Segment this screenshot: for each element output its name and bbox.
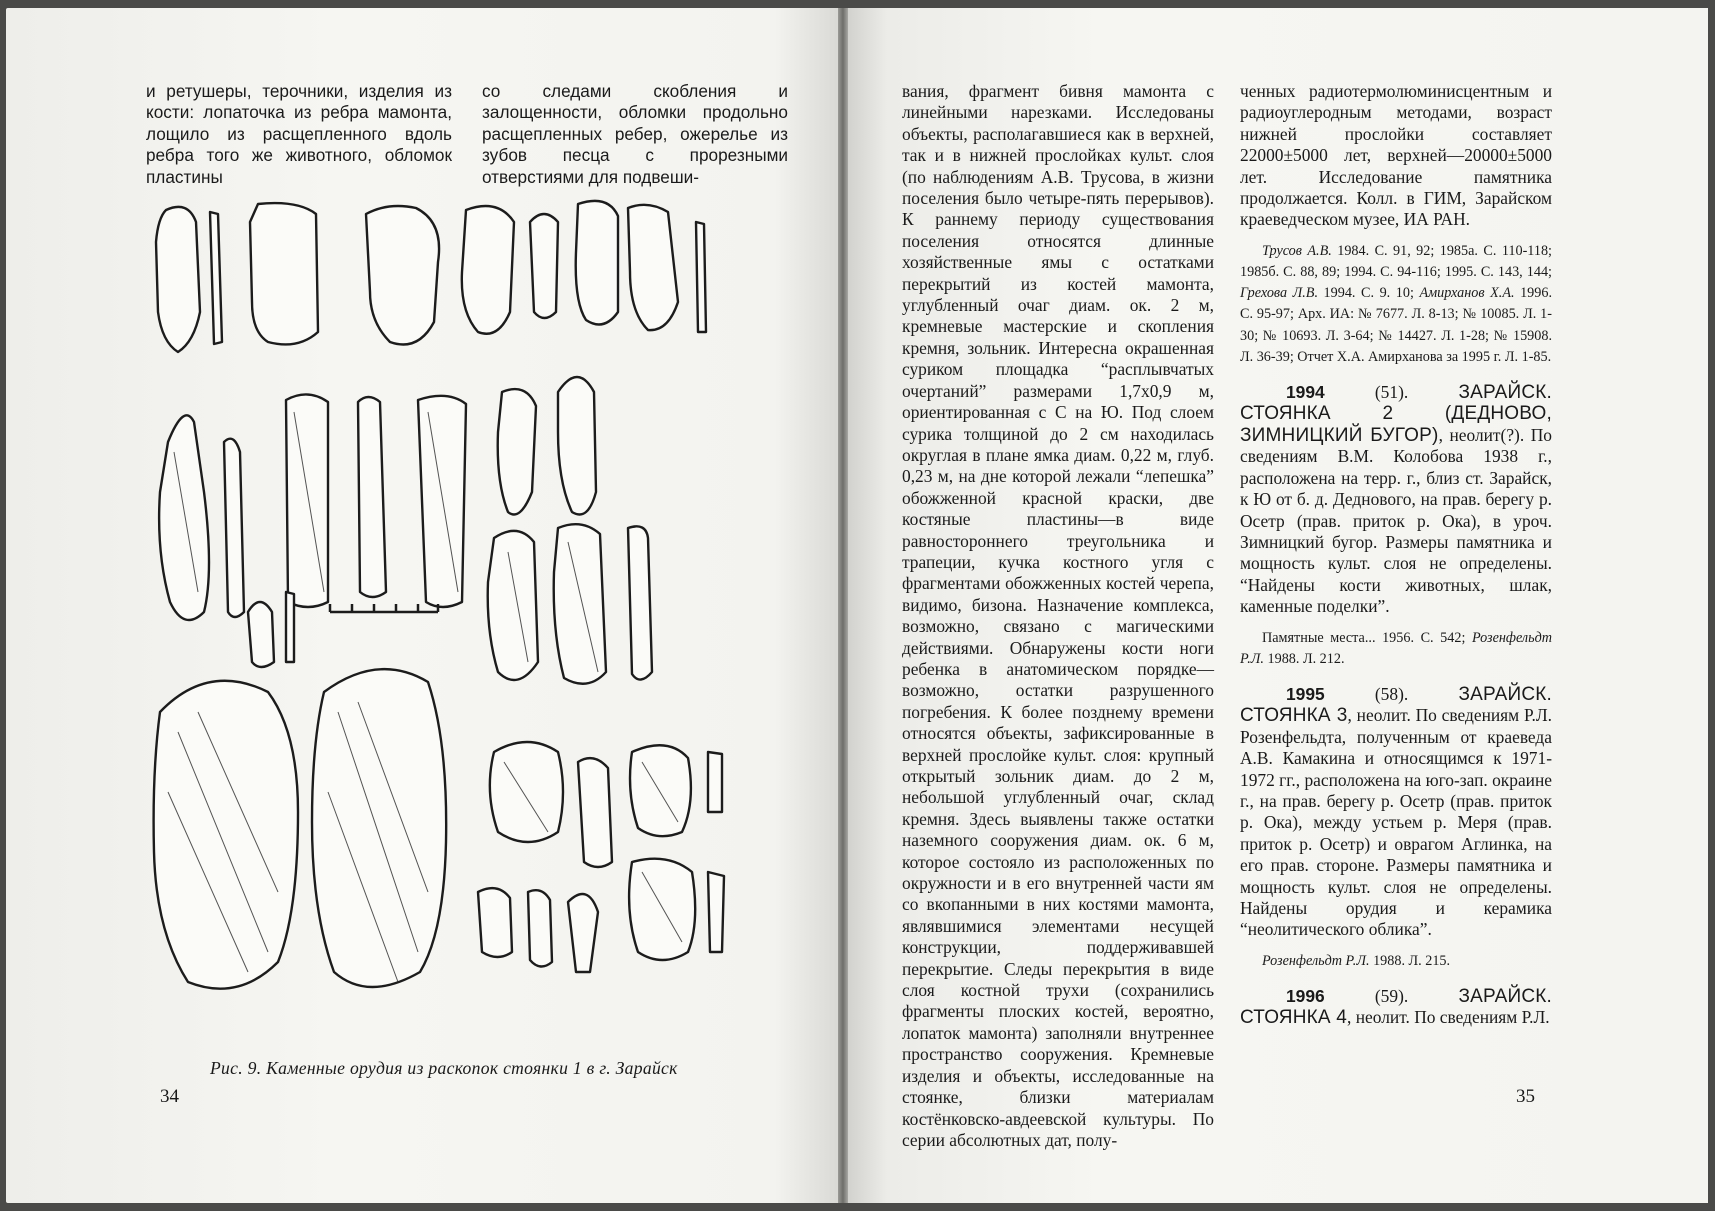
entry-year: 1996: [1286, 986, 1325, 1007]
ref-author: Трусов А.В.: [1262, 242, 1332, 259]
entry-1995: 1995 (58). ЗАРАЙСК. СТОЯНКА 3, неолит. По сведениям Р.Л. Розенфельдта, полученным от краеведа А.В. Камакина и относящимся к 1971-1972 гг., расположена на юго-зап. окраине г., на прав. берегу р. Осетр (прав. приток р. Ока), между устьем р. Меря (прав. приток р. Осетр) и оврагом Аглинка, на его прав. стороне. Размеры памятника и мощность культ. слоя не определены. Найдены орудия и керамика “неолитического облика”.: [1240, 683, 1553, 940]
scale-bar: [330, 604, 438, 612]
entry-year: 1995: [1286, 683, 1325, 704]
book-gutter: [838, 8, 848, 1203]
entry-title: ЗАРАЙСК. СТОЯНКА 4: [1240, 986, 1552, 1029]
references-block-3: Розенфельдт Р.Л. 1988. Л. 215.: [1262, 952, 1451, 969]
entry-title: ЗАРАЙСК. СТОЯНКА 2 (ДЕДНОВО, ЗИМНИЦКИЙ БУГОР): [1240, 382, 1552, 446]
left-col2-paragraph: со следами скобления и залощенности, обломки продольно расщепленных ребер, ожерелье из зубов песца с прорезными отверстиями для подвеши-: [482, 81, 788, 187]
stone-tools-illustration: [148, 192, 788, 1052]
figure-caption: Рис. 9. Каменные орудия из раскопок стоянки 1 в г. Зарайск: [210, 1058, 678, 1078]
ref-author: Розенфельдт Р.Л.: [1262, 952, 1370, 969]
ref-author: Амирханов Х.А.: [1419, 285, 1515, 302]
left-page-column-2: [482, 81, 788, 188]
left-page-column-1: [146, 81, 452, 188]
left-col1-paragraph: и ретушеры, терочники, изделия из кости: лопаточка из ребра мамонта, лощило из расщепленного вдоль ребра того же животного, обломок пластины: [146, 81, 452, 187]
ref-author: Грехова Л.В.: [1240, 285, 1318, 302]
page-number-right: 35: [1516, 1086, 1535, 1107]
stone-tools-plate: [148, 192, 788, 1052]
ref-author: Розенфельдт Р.Л.: [1240, 629, 1552, 667]
entry-1996: 1996 (59). ЗАРАЙСК. СТОЯНКА 4, неолит. По сведениям Р.Л.: [1240, 986, 1552, 1029]
right-col1-paragraph: вания, фрагмент бивня мамонта с линейными нарезками. Исследованы объекты, располагавшиеся как в верхней, так и в нижней прослойках культ. слоя (по наблюдениям А.В. Трусова, в жизни поселения было четыре-пять перерывов). К раннему периоду существования поселения относятся длинные хозяйственные ямы с остатками перекрытий из костей мамонта, углубленный очаг диам. ок. 2 м, кремневые мастерские и скопления кремня, зольник. Интересна окрашенная суриком площадка “расплывчатых очертаний” размерами 1,7х0,9 м, ориентированная с С на Ю. Под слоем сурика толщиной до 2 см находилась округлая в плане ямка диам. 0,22 м, глуб. 0,23 м, на дне которой лежали “лепешка” обожженной красной краски, две костяные пластины—в виде равностороннего треугольника и трапеции, кучка костного угля с фрагментами обожженных костей черепа, видимо, бизона. Назначение комплекса, возможно, связано с магическими действиями. Обнаружены кости ноги ребенка в анатомическом порядке—возможно, остатки разрушенного погребения. К более позднему времени относятся объекты, зафиксированные в верхней прослойке культ. слоя: крупный открытый зольник диам. до 2 м, небольшой углубленный очаг, склад кремня. Здесь выявлены также остатки наземного сооружения диам. ок. 6 м, которое состояло из расположенных по окружности и в его внутренней части ям со вкопанными в них костями мамонта, являвшимися элементами несущей конструкции, поддерживавшей перекрытие. Следы перекрытия в виде слоя костной трухи (сохранились фрагменты плоских костей, вероятно, лопаток мамонта) заполняли внутреннее пространство сооружения. Кремневые изделия и объекты, исследованные на стоянке, близки материалам костёнковско-авдеевской культуры. По серии абсолютных дат, полу-: [902, 81, 1214, 1150]
page-number-left: 34: [160, 1086, 179, 1107]
references-block-2: Памятные места... 1956. С. 542; Розенфельдт Р.Л. 1988. Л. 212.: [1240, 629, 1552, 667]
entry-1994: 1994 (51). ЗАРАЙСК. СТОЯНКА 2 (ДЕДНОВО, ЗИМНИЦКИЙ БУГОР), неолит(?). По сведениям В.М. Колобова 1938 г., расположена на терр. г., близ ст. Зарайск, к Ю от б. д. Деднового, на прав. берегу р. Осетр (прав. приток р. Ока), в уроч. Зимницкий бугор. Размеры памятника и мощность культ. слоя не определены. “Найдены кости животных, шлак, каменные поделки”.: [1240, 382, 1552, 617]
entry-title: ЗАРАЙСК. СТОЯНКА 3: [1240, 683, 1552, 727]
right-page-column-1: [902, 81, 1214, 1151]
entry-year: 1994: [1286, 382, 1325, 403]
references-block-1: Трусов А.В. 1984. С. 91, 92; 1985а. С. 110-118; 1985б. С. 88, 89; 1994. С. 94-116; 1995. С. 143, 144; Грехова Л.В. 1994. С. 9. 10; Амирханов Х.А. 1996. С. 95-97; Арх. ИА: № 7677. Л. 8-13; № 10085. Л. 1-30; № 10693. Л. 3-64; № 14427. Л. 1-28; № 15908. Л. 36-39; Отчет Х.А. Амирханова за 1995 г. Л. 1-85.: [1240, 242, 1552, 365]
right-col2-intro: ченных радиотермолюминисцентным и радиоуглеродным методами, возраст нижней прослойки составляет 22000±5000 лет, верхней—20000±5000 лет. Исследование памятника продолжается. Колл. в ГИМ, Зарайском краеведческом музее, ИА РАН.: [1240, 81, 1552, 230]
right-page-column-2: [1240, 81, 1552, 1029]
